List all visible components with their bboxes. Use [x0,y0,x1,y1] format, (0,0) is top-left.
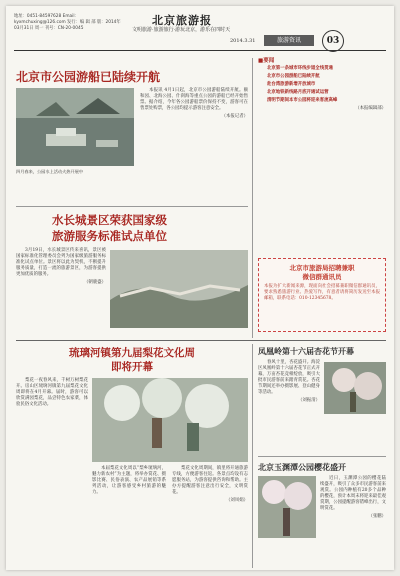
column-divider [252,58,253,338]
divider [258,456,386,457]
brief-item-title: 北京第一条城市环线步道全线贯通 [267,66,333,71]
notice-body: 本报为扩大新闻来源，现面向社会招募兼职微信群通讯员，要求熟悉旅游行业、热爱写作，有意者请将简历发送至本报邮箱，联系电话：010-12345678。 [264,284,380,301]
story1-caption: 四月春来，公园水上活动火热开展中 [16,169,84,174]
briefs-byline: （本报编辑部） [355,106,386,111]
story3-headline-2: 即将开幕 [111,361,153,373]
story3-headline-1: 琉璃河镇第九届梨花文化周 [69,347,195,359]
brief-item-title: 赴台湾旅游新增开放城市 [267,82,316,87]
briefs-column [258,58,386,112]
story4-body-text: 春风十里，杏花盛开。海淀区凤凰岭第十六届杏花节正式开幕，万亩杏花竞相绽放，吸引大批市民游客前来踏青赏花。杏花节期间还举办摄影展、登山健身等活动。 [258,360,320,395]
column-divider [252,344,253,568]
newspaper-slogan: 文明旅游·旅游旅行·游玩北京，游乐在四时天 [132,27,231,33]
story3-col3-text: 梨花文化周期间，镇里将开通旅游专线，方便游客往返。各景点均设有志愿服务站，为游客提供咨询和帮助。主办方提醒游客注意出行安全，文明赏花。 [172,466,248,495]
issue-date: 2014.3.31 [230,38,256,44]
story1-body [140,88,248,120]
story2-headline-block [52,212,248,244]
recruitment-notice [258,258,386,332]
story3-col2 [92,466,166,498]
notice-title-2: 微信群通讯员 [302,273,342,281]
story5-headline-block [258,462,386,473]
brief-item [258,82,386,88]
notice-title-1: 北京市旅游局招聘兼职 [289,264,355,272]
section-label: 旅游资讯 [264,35,314,46]
story3-col1 [16,378,88,410]
brief-item-title: 清明节期间本市公园将迎来客流高峰 [267,98,338,103]
brief-item [258,66,386,72]
boat-photo-icon [16,88,134,166]
briefs-header: ■要闻 [258,58,275,64]
story3-col1-text: 梨花一夜春风来，千树万树梨花开。房山区琉璃河镇第九届梨花文化周即将在4月开幕。届时，游客可以欣赏满园梨花，品尝特色农家菜，体验民俗文化活动。 [16,378,88,407]
story5-byline: （张鹏） [368,514,386,519]
apricot-blossom-photo-icon [324,362,386,414]
page-number: 03 [322,30,344,52]
story5-body [320,476,386,520]
story1-byline: （本报记者） [221,114,248,119]
newspaper-title: 北京旅游报 [152,14,212,27]
pear-blossom-photo-icon [92,378,248,462]
story4-photo [324,362,386,414]
story2-body-text: 3月19日，水长城景区传来喜讯，景区被国家标准化管理委员会列为国家级旅游服务标准化试点单位。景区将以此为契机，不断提升服务质量，打造一流的旅游景区，为游客提供更加优质的服务。 [16,248,106,277]
story5-body-text: 近日，玉渊潭公园的樱花陆续盛开，吸引了众多市民游客前来观赏。公园内种植有20多个品种的樱花，预计本周末将迎来最佳观赏期，公园提醒游客错峰出行，文明赏花。 [320,476,386,511]
brief-item [258,74,386,80]
story5-headline: 北京玉渊潭公园樱花盛开 [258,462,346,472]
story3-byline: （刘凤娟） [226,498,248,503]
contact-info: 地址：0451-84597628 Email：kyxmchuxing@126.com 发行：编 辑 部 版：2014年03月31日 周一 刊号：CN-20-0045 [14,14,121,31]
story1-body-text: 本报讯 4月1日起，北京市公园游船陆续开航。颐和园、北海公园、什刹海等重点公园的游船已经开始售票。据介绍，今年各公园游船票价保持不变，游客可在售票处购票，各公园均提示游客注意安全。 [140,88,248,111]
story1-photo [16,88,134,166]
story3-headline-block [16,346,248,374]
story4-headline: 凤凰岭第十六届杏花节开幕 [258,346,354,356]
divider [16,206,248,207]
brief-item [258,90,386,96]
newspaper-page [6,6,394,570]
divider [16,340,386,341]
great-wall-photo-icon [110,250,248,328]
story5-photo [258,476,316,538]
brief-item [258,98,386,104]
story4-body [258,360,320,404]
story2-headline-2: 旅游服务标准试点单位 [52,229,167,243]
story1-headline: 北京市公园游船已陆续开航 [16,70,161,84]
story3-col2-text: 本届梨花文化周以“梨乡琉璃河，魅力新农村”为主题，将举办赏花、摄影比赛、民俗表演、农产品展销等系列活动，让游客感受乡村旅游的魅力。 [92,466,166,495]
story2-photo [110,250,248,328]
story2-body [16,248,106,286]
story3-photo [92,378,248,462]
cherry-blossom-photo-icon [258,476,316,538]
brief-item-title: 北京地铁新线路月底开通试运营 [267,90,329,95]
story2-byline: （朝鹿盛） [84,280,106,285]
story4-byline: （刘振清） [298,398,320,403]
header-rule [14,50,386,51]
story4-headline-block [258,346,386,357]
story1-headline-block [16,68,246,85]
brief-item-title: 北京市公园游船已陆续开航 [267,74,320,79]
story3-col3 [172,466,248,504]
story2-headline-1: 水长城景区荣获国家级 [52,213,167,227]
